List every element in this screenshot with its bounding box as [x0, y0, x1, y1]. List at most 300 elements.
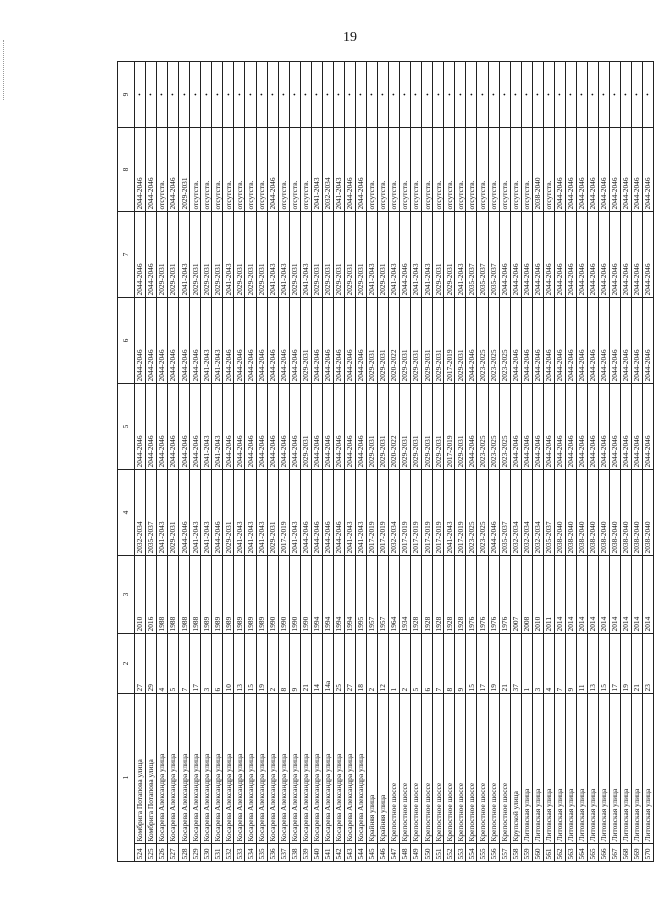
table-cell: 2044-2046	[576, 127, 587, 211]
table-cell: 27	[135, 633, 146, 693]
table-row	[333, 61, 344, 861]
table-cell: 548	[400, 844, 411, 862]
table-cell: 2035-2037	[466, 211, 477, 297]
table-cell: 2038-2040	[610, 469, 621, 555]
table-cell: 2044-2046	[521, 383, 532, 469]
table-cell: 19	[621, 633, 632, 693]
table-cell: 5	[168, 633, 179, 693]
table-cell: Косарева Александра улица	[245, 693, 256, 843]
table-cell: 554	[466, 844, 477, 862]
table-cell: 25	[333, 633, 344, 693]
table-cell: 2041-2043	[333, 127, 344, 211]
table-cell: 566	[598, 844, 609, 862]
table-cell: 2044-2046	[543, 383, 554, 469]
table-cell: отсутств.	[488, 127, 499, 211]
table-row	[400, 61, 411, 861]
table-cell: 2020-2022	[389, 297, 400, 383]
table-cell: 2041-2043	[256, 469, 267, 555]
header-cell: 1	[118, 693, 135, 861]
table-cell: отсутств.	[521, 127, 532, 211]
table-cell: 2044-2046	[333, 383, 344, 469]
table-cell: отсутств.	[477, 127, 488, 211]
table-cell: Крайняя улица	[366, 693, 377, 843]
table-cell: 2044-2046	[190, 297, 201, 383]
table-cell: •	[433, 61, 444, 127]
table-cell: Крепостное шоссе	[488, 693, 499, 843]
table-cell: 2014	[643, 555, 654, 633]
table-cell: •	[278, 61, 289, 127]
table-cell: 10	[223, 633, 234, 693]
table-cell: 2044-2046	[289, 297, 300, 383]
table-cell: Литовская улица	[521, 693, 532, 843]
table-cell: отсутств.	[212, 127, 223, 211]
table-row	[632, 61, 643, 861]
table-cell: 2044-2046	[234, 297, 245, 383]
data-table	[117, 61, 654, 862]
table-cell: 2023-2025	[488, 297, 499, 383]
table-row	[477, 61, 488, 861]
table-cell: •	[146, 61, 157, 127]
table-row	[190, 61, 201, 861]
table-cell: 1988	[190, 555, 201, 633]
table-cell: 2044-2046	[466, 297, 477, 383]
table-cell: •	[157, 61, 168, 127]
table-header-row	[118, 61, 135, 861]
table-cell: 2041-2043	[444, 469, 455, 555]
table-cell: 2044-2046	[610, 127, 621, 211]
table-cell: 21	[300, 633, 311, 693]
table-cell: •	[510, 61, 521, 127]
table-cell: 2038-2040	[643, 469, 654, 555]
table-cell: отсутств.	[499, 127, 510, 211]
table-cell: 2029-2031	[433, 211, 444, 297]
table-cell: •	[311, 61, 322, 127]
table-cell: 13	[234, 633, 245, 693]
header-cell: 9	[118, 61, 135, 127]
table-cell: 2044-2046	[587, 383, 598, 469]
table-cell: 565	[587, 844, 598, 862]
table-cell: 2044-2046	[621, 127, 632, 211]
table-cell: 2038-2040	[621, 469, 632, 555]
table-cell: 2044-2046	[565, 211, 576, 297]
table-cell: отсутств.	[234, 127, 245, 211]
table-cell: 550	[422, 844, 433, 862]
table-cell: 2044-2046	[355, 383, 366, 469]
table-cell: 541	[322, 844, 333, 862]
table-cell: 2044-2046	[466, 383, 477, 469]
table-cell: 12	[378, 633, 389, 693]
table-cell: Косарева Александра улица	[267, 693, 278, 843]
table-cell: 2032-2034	[521, 469, 532, 555]
table-cell: 2044-2046	[554, 211, 565, 297]
table-cell: •	[444, 61, 455, 127]
table-cell: Косарева Александра улица	[223, 693, 234, 843]
table-cell: •	[223, 61, 234, 127]
table-cell: 545	[366, 844, 377, 862]
table-cell: 29	[146, 633, 157, 693]
table-cell: Косарева Александра улица	[201, 693, 212, 843]
table-cell: •	[632, 61, 643, 127]
table-cell: 2	[366, 633, 377, 693]
table-cell: •	[344, 61, 355, 127]
table-cell: 2014	[565, 555, 576, 633]
table-cell: 2014	[554, 555, 565, 633]
table-cell: 1990	[278, 555, 289, 633]
table-cell: 2017-2019	[400, 469, 411, 555]
table-row	[212, 61, 223, 861]
table-cell: 2044-2046	[135, 297, 146, 383]
table-row	[554, 61, 565, 861]
table-cell: •	[598, 61, 609, 127]
table-cell: Косарева Александра улица	[300, 693, 311, 843]
page-number: 19	[343, 30, 357, 45]
table-cell: •	[378, 61, 389, 127]
table-row	[355, 61, 366, 861]
table-cell: 557	[499, 844, 510, 862]
table-cell: 2017-2019	[411, 469, 422, 555]
table-cell: 2038-2040	[576, 469, 587, 555]
table-cell: 2044-2046	[643, 127, 654, 211]
table-cell: 2038-2040	[587, 469, 598, 555]
table-cell: 567	[610, 844, 621, 862]
table-cell: 2016	[146, 555, 157, 633]
header-cell: 6	[118, 297, 135, 383]
table-row	[610, 61, 621, 861]
table-cell: 2017-2019	[366, 469, 377, 555]
table-row	[146, 61, 157, 861]
table-cell: 2029-2031	[245, 211, 256, 297]
table-cell: 2023-2025	[488, 383, 499, 469]
table-cell: 1988	[157, 555, 168, 633]
table-cell: 2014	[632, 555, 643, 633]
table-cell: 4	[157, 633, 168, 693]
table-cell: Косарева Александра улица	[157, 693, 168, 843]
table-cell: 1990	[267, 555, 278, 633]
table-cell: 2029-2031	[168, 211, 179, 297]
table-cell: •	[610, 61, 621, 127]
table-cell: •	[355, 61, 366, 127]
table-cell: 2044-2046	[179, 383, 190, 469]
table-cell: 547	[389, 844, 400, 862]
table-cell: 2029-2031	[190, 211, 201, 297]
table-cell: 2044-2046	[223, 297, 234, 383]
table-cell: Косарева Александра улица	[311, 693, 322, 843]
table-cell: •	[543, 61, 554, 127]
table-cell: 1994	[311, 555, 322, 633]
table-cell: 2044-2046	[344, 127, 355, 211]
table-cell: 2023-2025	[477, 383, 488, 469]
table-cell: 530	[201, 844, 212, 862]
table-cell: 2032-2034	[135, 469, 146, 555]
header-cell: 3	[118, 555, 135, 633]
table-cell: 2044-2046	[300, 469, 311, 555]
table-cell: 2044-2046	[190, 383, 201, 469]
table-cell: 1976	[499, 555, 510, 633]
table-row	[245, 61, 256, 861]
table-cell: 2035-2037	[488, 211, 499, 297]
table-cell: Литовская улица	[632, 693, 643, 843]
table-cell: •	[366, 61, 377, 127]
table-row	[267, 61, 278, 861]
table-cell: отсутств.	[190, 127, 201, 211]
table-cell: 2029-2031	[433, 383, 444, 469]
table-cell: 2032-2034	[532, 469, 543, 555]
table-cell: отсутств.	[278, 127, 289, 211]
table-cell: Косарева Александра улица	[333, 693, 344, 843]
table-cell: 1994	[333, 555, 344, 633]
table-cell: 2044-2046	[311, 297, 322, 383]
table-cell: 538	[289, 844, 300, 862]
table-cell: 2044-2046	[234, 383, 245, 469]
table-cell: 2044-2046	[565, 383, 576, 469]
table-row	[543, 61, 554, 861]
table-cell: 2044-2046	[643, 297, 654, 383]
table-cell: 553	[455, 844, 466, 862]
table-cell: 1990	[289, 555, 300, 633]
table-cell: 2044-2046	[598, 383, 609, 469]
table-cell: Литовская улица	[543, 693, 554, 843]
table-cell: •	[422, 61, 433, 127]
table-cell: 2044-2046	[587, 211, 598, 297]
table-cell: •	[455, 61, 466, 127]
table-cell: 17	[190, 633, 201, 693]
table-cell: Литовская улица	[610, 693, 621, 843]
table-row	[455, 61, 466, 861]
table-cell: 2044-2046	[135, 383, 146, 469]
table-cell: 2017-2019	[433, 469, 444, 555]
table-cell: отсутств.	[433, 127, 444, 211]
table-cell: 2044-2046	[632, 211, 643, 297]
table-cell: 19	[256, 633, 267, 693]
table-cell: 1934	[400, 555, 411, 633]
table-cell: 2038-2040	[632, 469, 643, 555]
table-cell: 529	[190, 844, 201, 862]
table-cell: •	[621, 61, 632, 127]
table-cell: 2044-2046	[632, 297, 643, 383]
table-cell: 4	[543, 633, 554, 693]
table-cell: •	[576, 61, 587, 127]
table-cell: 2010	[532, 555, 543, 633]
table-cell: 1995	[355, 555, 366, 633]
table-cell: 1928	[444, 555, 455, 633]
table-row	[256, 61, 267, 861]
table-row	[389, 61, 400, 861]
table-row	[322, 61, 333, 861]
table-row	[378, 61, 389, 861]
table-row	[643, 61, 654, 861]
table-cell: Комбрига Потапова улица	[146, 693, 157, 843]
table-cell: •	[488, 61, 499, 127]
table-cell: 2044-2046	[576, 211, 587, 297]
table-row	[344, 61, 355, 861]
table-cell: 552	[444, 844, 455, 862]
table-cell: 2044-2046	[543, 211, 554, 297]
table-cell: 2044-2046	[146, 383, 157, 469]
table-cell: 2044-2046	[179, 297, 190, 383]
table-cell: 2041-2043	[366, 211, 377, 297]
table-cell: Крепостное шоссе	[444, 693, 455, 843]
table-cell: 1988	[179, 555, 190, 633]
table-cell: 2023-2025	[477, 297, 488, 383]
table-cell: Косарева Александра улица	[278, 693, 289, 843]
table-cell: Косарева Александра улица	[212, 693, 223, 843]
table-cell: 1988	[168, 555, 179, 633]
table-cell: 2029-2031	[366, 383, 377, 469]
table-row	[311, 61, 322, 861]
table-cell: 531	[212, 844, 223, 862]
table-cell: 2029-2031	[300, 297, 311, 383]
table-cell: отсутств.	[378, 127, 389, 211]
table-cell: •	[135, 61, 146, 127]
table-cell: отсутств.	[422, 127, 433, 211]
table-cell: 2044-2046	[344, 297, 355, 383]
table-cell: 2014	[587, 555, 598, 633]
table-cell: 2044-2046	[554, 383, 565, 469]
table-cell: 525	[146, 844, 157, 862]
table-cell: 2029-2031	[455, 383, 466, 469]
table-cell: 17	[477, 633, 488, 693]
table-cell: отсутств.	[245, 127, 256, 211]
table-cell: •	[477, 61, 488, 127]
table-cell: 1989	[245, 555, 256, 633]
table-cell: 2044-2046	[499, 211, 510, 297]
table-cell: 2044-2046	[212, 469, 223, 555]
table-cell: 1989	[201, 555, 212, 633]
table-cell: 2044-2046	[598, 211, 609, 297]
table-cell: Крепостное шоссе	[499, 693, 510, 843]
table-cell: 551	[433, 844, 444, 862]
table-cell: 2044-2046	[532, 383, 543, 469]
table-cell: 2044-2046	[643, 211, 654, 297]
table-cell: 2041-2043	[422, 211, 433, 297]
table-cell: 2041-2043	[300, 211, 311, 297]
table-cell: 15	[245, 633, 256, 693]
table-cell: 13	[587, 633, 598, 693]
table-cell: 2029-2031	[168, 469, 179, 555]
table-row	[510, 61, 521, 861]
table-cell: 1928	[433, 555, 444, 633]
table-cell: 2029-2031	[411, 297, 422, 383]
table-cell: 2044-2046	[587, 127, 598, 211]
table-cell: 2023-2025	[466, 469, 477, 555]
table-cell: 2044-2046	[521, 211, 532, 297]
table-cell: 2044-2046	[322, 383, 333, 469]
table-cell: 1990	[300, 555, 311, 633]
table-cell: Литовская улица	[532, 693, 543, 843]
table-cell: 2029-2031	[256, 211, 267, 297]
table-cell: Крепостное шоссе	[466, 693, 477, 843]
table-cell: Косарева Александра улица	[355, 693, 366, 843]
table-cell: 2044-2046	[554, 127, 565, 211]
table-cell: 1994	[322, 555, 333, 633]
table-cell: отсутств.	[289, 127, 300, 211]
table-cell: 528	[179, 844, 190, 862]
table-cell: 2029-2031	[378, 297, 389, 383]
table-cell: 2044-2046	[256, 297, 267, 383]
table-cell: 2014	[621, 555, 632, 633]
table-cell: 2029-2031	[179, 127, 190, 211]
table-cell: 2041-2043	[234, 469, 245, 555]
table-cell: 2017-2019	[378, 469, 389, 555]
table-row	[433, 61, 444, 861]
table-cell: 2029-2031	[433, 297, 444, 383]
table-row	[488, 61, 499, 861]
table-cell: 2029-2031	[422, 297, 433, 383]
table-row	[168, 61, 179, 861]
table-cell: 2038-2040	[565, 469, 576, 555]
table-cell: •	[333, 61, 344, 127]
table-cell: 2029-2031	[223, 469, 234, 555]
table-cell: 536	[267, 844, 278, 862]
table-cell: 543	[344, 844, 355, 862]
table-cell: 2011	[543, 555, 554, 633]
table-cell: 2044-2046	[146, 211, 157, 297]
table-cell: 561	[543, 844, 554, 862]
table-cell: Косарева Александра улица	[322, 693, 333, 843]
table-cell: 2023-2025	[499, 297, 510, 383]
table-cell: Косарева Александра улица	[168, 693, 179, 843]
table-cell: 2044-2046	[565, 127, 576, 211]
table-cell: 21	[632, 633, 643, 693]
table-cell: 2041-2043	[245, 469, 256, 555]
table-cell: 1	[389, 633, 400, 693]
table-cell: •	[245, 61, 256, 127]
table-cell: 2041-2043	[190, 469, 201, 555]
table-row	[157, 61, 168, 861]
table-cell: 2029-2031	[455, 297, 466, 383]
table-cell: 2041-2043	[201, 469, 212, 555]
table-cell: Крепостное шоссе	[389, 693, 400, 843]
table-cell: •	[466, 61, 477, 127]
table-cell: 2041-2043	[278, 211, 289, 297]
table-cell: 3	[532, 633, 543, 693]
table-cell: 2044-2046	[643, 383, 654, 469]
table-cell: 2044-2046	[532, 211, 543, 297]
table-cell: 1989	[256, 555, 267, 633]
table-cell: 7	[179, 633, 190, 693]
table-row	[411, 61, 422, 861]
table-cell: 1989	[212, 555, 223, 633]
table-cell: 2029-2031	[212, 211, 223, 297]
table-cell: 546	[378, 844, 389, 862]
table-cell: 2017-2019	[444, 297, 455, 383]
table-row	[300, 61, 311, 861]
table-cell: 2044-2046	[400, 211, 411, 297]
table-cell: 9	[565, 633, 576, 693]
table-cell: 2044-2046	[322, 469, 333, 555]
table-cell: 2041-2043	[223, 211, 234, 297]
table-cell: Косарева Александра улица	[256, 693, 267, 843]
table-cell: 2044-2046	[576, 297, 587, 383]
table-cell: 570	[643, 844, 654, 862]
table-cell: 1957	[366, 555, 377, 633]
table-row	[179, 61, 190, 861]
table-cell: 2044-2046	[146, 297, 157, 383]
table-cell: Литовская улица	[621, 693, 632, 843]
table-cell: 2008	[521, 555, 532, 633]
table-cell: 1976	[477, 555, 488, 633]
table-cell: 2023-2025	[477, 469, 488, 555]
table-cell: 1976	[466, 555, 477, 633]
table-cell: 544	[355, 844, 366, 862]
table-cell: •	[168, 61, 179, 127]
table-cell: 2044-2046	[621, 383, 632, 469]
table-cell: 2029-2031	[289, 211, 300, 297]
table-cell: 37	[510, 633, 521, 693]
table-cell: 2041-2043	[355, 469, 366, 555]
table-row	[576, 61, 587, 861]
table-cell: 533	[234, 844, 245, 862]
